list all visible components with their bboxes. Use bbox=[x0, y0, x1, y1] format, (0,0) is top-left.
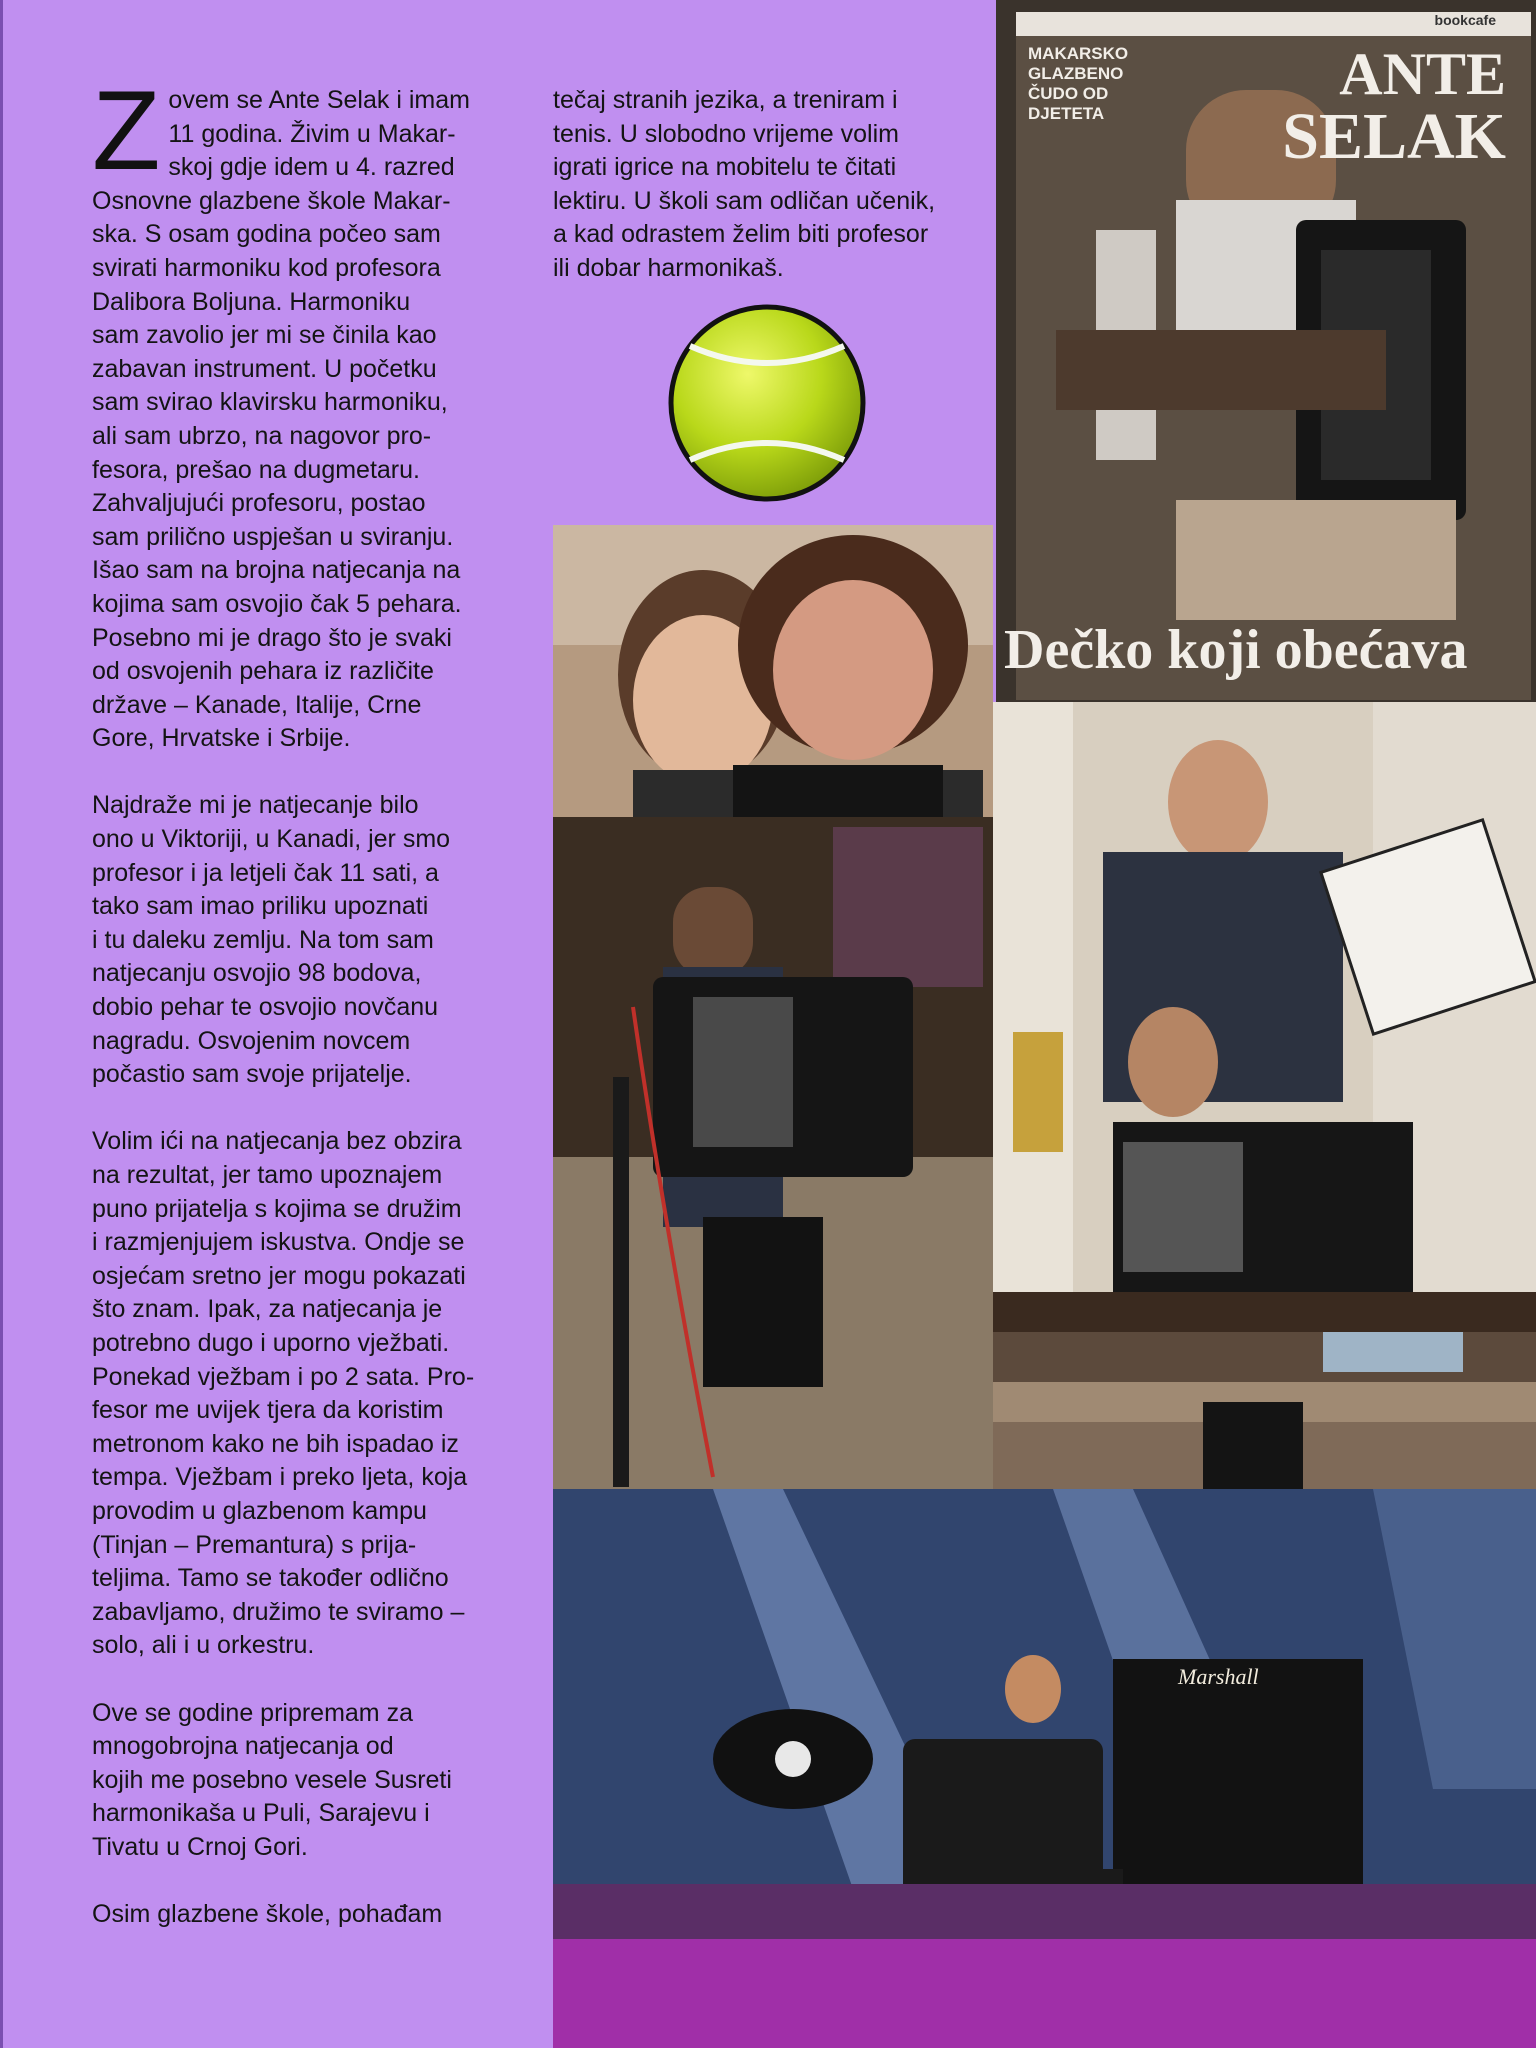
article-left-column bbox=[92, 68, 532, 1965]
article-paragraph-6: tečaj stranih jezika, a treniram i tenis. U slobodno vrijeme volim igrati igrice na mobitelu te čitati lektiru. U školi sam odličan učenik, a kad odrastem želim biti profesor ili dobar harmonikaš. bbox=[553, 86, 936, 282]
stage-concert-photo bbox=[553, 1489, 1536, 2048]
article-right-column bbox=[553, 84, 998, 319]
article-paragraph-4: Ove se godine pripremam za mnogobrojna natjecanja od kojih me posebno vesele Susreti harmonikaša u Puli, Sarajevu i Tivatu u Crnoj Gori. bbox=[92, 1698, 452, 1861]
teacher-trophy-photo bbox=[993, 702, 1536, 1332]
tennis-ball-icon bbox=[666, 302, 868, 504]
page-edge bbox=[0, 0, 3, 2048]
dropcap: Z bbox=[92, 68, 161, 193]
article-paragraph-5: Osim glazbene škole, pohađam bbox=[92, 1900, 443, 1929]
clipping-headline: Dečko koji obećava bbox=[1004, 619, 1468, 681]
paragraph-1-text: ovem se Ante Selak i imam 11 godina. Živim u Makar- skoj gdje idem u 4. razred Osnovne glazbene škole Makar- ska. S osam godina počeo sam svirati harmoniku kod profesora Dalibora Boljuna. Harmoniku sam zavolio jer mi se činila kao zabavan instrument. U početku sam svirao klavirsku harmoniku, ali sam ubrzo, na nagovor pro- fesora, prešao na dugmetaru. Zahvaljujući profesoru, postao sam prilično uspješan u sviranju. Išao sam na brojna natjecanja na kojima sam osvojio čak 5 pehara. Posebno mi je drago što je svaki od osvojenih pehara iz različite države – Kanade, Italije, Crne Gore, Hrvatske i Srbije. bbox=[92, 86, 470, 753]
amp-brand-label: Marshall bbox=[1178, 1664, 1259, 1689]
clipping-name-line1: ANTE bbox=[1339, 41, 1506, 107]
boy-with-mother-photo bbox=[553, 525, 993, 817]
article-paragraph-1 bbox=[92, 68, 532, 756]
clipping-masthead: bookcafe bbox=[1434, 12, 1496, 28]
clipping-kicker: MAKARSKO GLAZBENO ČUDO OD DJETETA bbox=[1028, 44, 1129, 123]
newspaper-clipping-photo bbox=[996, 0, 1536, 702]
clipping-name-line2: SELAK bbox=[1282, 100, 1506, 173]
article-paragraph-3: Volim ići na natjecanja bez obzira na rezultat, jer tamo upoznajem puno prijatelja s kojima se družim i razmjenjujem iskustva. Ondje se osjećam sretno jer mogu pokazati što znam. Ipak, za natjecanja je potrebno dugo i uporno vježbati. Ponekad vježbam i po 2 sata. Pro- fesor me uvijek tjera da koristim metronom kako ne bih ispadao iz tempa. Vježbam i preko ljeta, koja provodim u glazbenom kampu (Tinjan – Premantura) s prija- teljima. Tamo se također odlično zabavljamo, družimo te sviramo – solo, ali i u orkestru. bbox=[92, 1127, 475, 1660]
article-paragraph-2: Najdraže mi je natjecanje bilo ono u Viktoriji, u Kanadi, jer smo profesor i ja letjeli čak 11 sati, a tako sam imao priliku upoznati i tu daleku zemlju. Na tom sam natjecanju osvojio 98 bodova, dobio pehar te osvojio novčanu nagradu. Osvojenim novcem počastio sam svoje prijatelje. bbox=[92, 791, 451, 1089]
performance-outdoor-photo bbox=[553, 817, 993, 1489]
